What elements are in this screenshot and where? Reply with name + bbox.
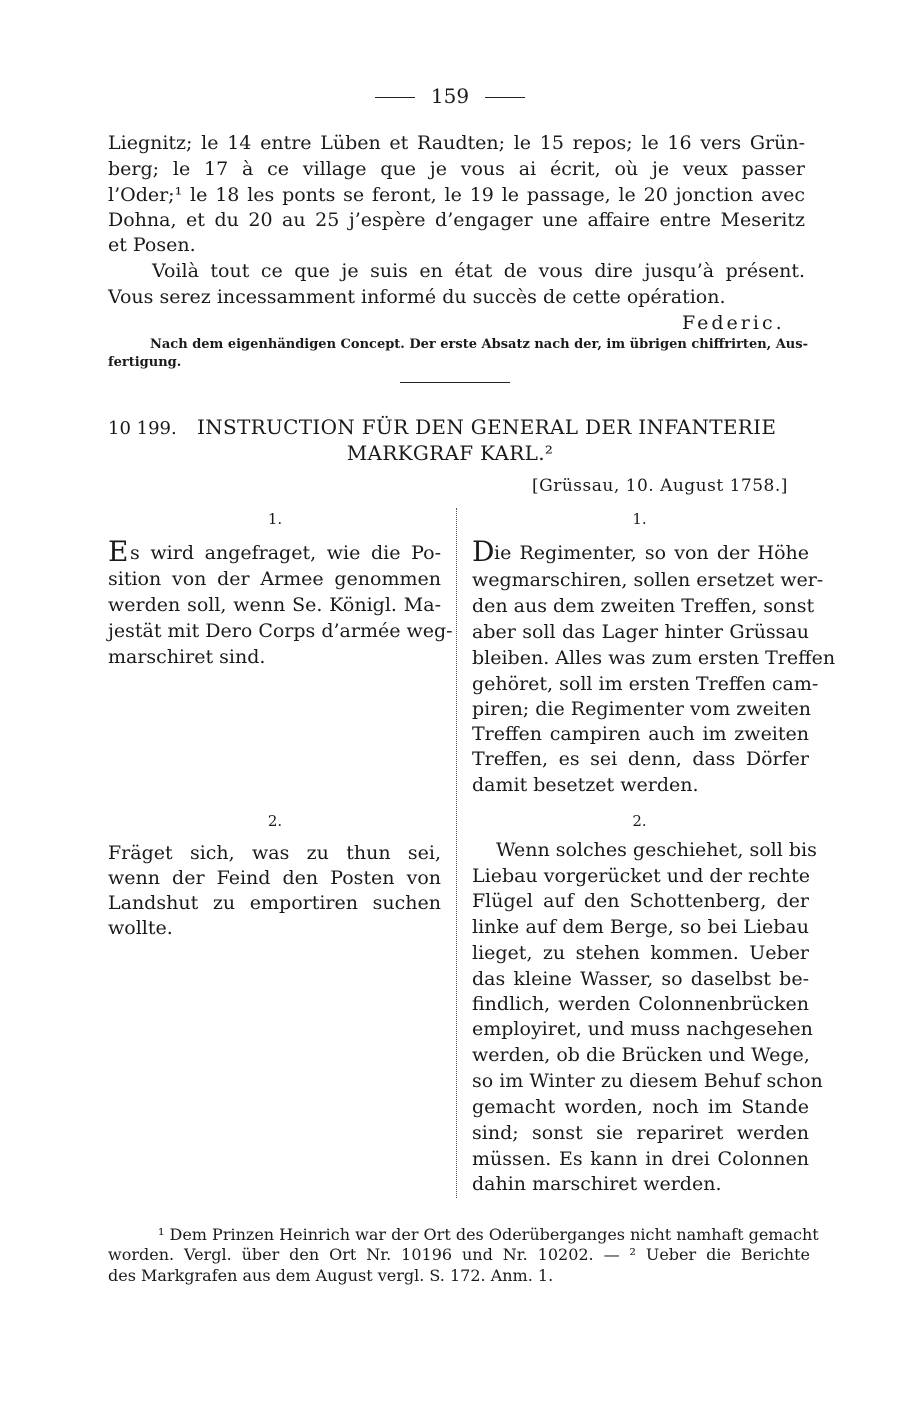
letter-line: l’Oder;¹ le 18 les ponts se feront, le 19 le passage, le 20 jonction avec <box>108 184 805 206</box>
page-number: 159 <box>430 84 470 108</box>
left-line: werden soll, wenn Se. Königl. Ma- <box>108 594 441 616</box>
right-line: piren; die Regimenter vom zweiten <box>472 698 811 720</box>
closing-line: Vous serez incessamment informé du succès de cette opération. <box>108 286 726 308</box>
letter-line: et Posen. <box>108 234 196 256</box>
right-line: linke auf dem Berge, so bei Liebau <box>472 916 809 938</box>
document-number: 10 199. <box>108 418 177 439</box>
right-line: gehöret, soll im ersten Treffen cam- <box>472 673 819 695</box>
right-line: Treffen campiren auch im zweiten <box>472 723 809 745</box>
right-line: lieget, zu stehen kommen. Ueber <box>472 942 809 964</box>
section-divider <box>400 382 510 383</box>
right-line: den aus dem zweiten Treffen, sonst <box>472 595 815 617</box>
footnote-line: worden. Vergl. über den Ort Nr. 10196 und Nr. 10202. — ² Ueber die Berichte <box>108 1245 810 1264</box>
left-line: sition von der Armee genommen <box>108 568 441 590</box>
source-note-line: fertigung. <box>108 355 182 370</box>
right-line: Liebau vorgerücket und der rechte <box>472 865 811 887</box>
left-line: Landshut zu emportiren suchen <box>108 892 441 914</box>
header-dash-left <box>375 97 415 98</box>
running-header <box>0 84 900 108</box>
letter-line: berg; le 17 à ce village que je vous ai écrit, où je veux passer <box>108 158 805 180</box>
right-section-number: 1. <box>632 510 647 528</box>
right-line: müssen. Es kann in drei Colonnen <box>472 1148 809 1170</box>
footnote-line: des Markgrafen aus dem August vergl. S. 172. Anm. 1. <box>108 1266 554 1285</box>
left-dropcap: E <box>108 535 129 568</box>
document-title: INSTRUCTION FÜR DEN GENERAL DER INFANTERIE <box>197 415 777 439</box>
left-section-number: 1. <box>267 510 283 528</box>
footnote-line: ¹ Dem Prinzen Heinrich war der Ort des Oderüberganges nicht namhaft gemacht <box>158 1225 819 1244</box>
right-line: sind; sonst sie repariret werden <box>472 1122 809 1144</box>
right-line: damit besetzet werden. <box>472 774 699 796</box>
right-line: gemacht worden, noch im Stande <box>472 1096 809 1118</box>
right-line: findlich, werden Colonnenbrücken <box>472 993 809 1015</box>
left-line: wenn der Feind den Posten von <box>108 867 441 889</box>
signature: Federic. <box>682 312 785 334</box>
left-line: marschiret sind. <box>108 646 266 668</box>
header-dash-right <box>485 97 525 98</box>
closing-line: Voilà tout ce que je suis en état de vous dire jusqu’à présent. <box>152 260 805 282</box>
left-line: Fräget sich, was zu thun sei, <box>108 842 441 864</box>
right-line: bleiben. Alles was zum ersten Treffen <box>472 647 836 669</box>
left-line: jestät mit Dero Corps d’armée weg- <box>108 620 453 642</box>
letter-line: Liegnitz; le 14 entre Lüben et Raudten; le 15 repos; le 16 vers Grün- <box>108 132 805 154</box>
right-line: Wenn solches geschiehet, soll bis <box>496 839 817 861</box>
right-line: das kleine Wasser, so daselbst be- <box>472 968 809 990</box>
document-title-line2: MARKGRAF KARL.² <box>346 441 554 465</box>
right-section-number: 2. <box>632 812 647 830</box>
place-date: [Grüssau, 10. August 1758.] <box>532 476 788 496</box>
source-note-line: Nach dem eigenhändigen Concept. Der erste Absatz nach der, im übrigen chiffrirten, Aus- <box>150 337 808 352</box>
right-line: dahin marschiret werden. <box>472 1173 722 1195</box>
right-line: Flügel auf den Schottenberg, der <box>472 890 809 912</box>
right-line: employiret, und muss nachgesehen <box>472 1018 813 1040</box>
left-line: s wird angefraget, wie die Po- <box>130 542 441 564</box>
right-line: aber soll das Lager hinter Grüssau <box>472 621 809 643</box>
right-line: Treffen, es sei denn, dass Dörfer <box>472 748 809 770</box>
right-dropcap: D <box>472 535 495 568</box>
column-divider <box>456 508 457 1198</box>
left-section-number: 2. <box>267 812 283 830</box>
right-line: so im Winter zu diesem Behuf schon <box>472 1070 823 1092</box>
left-line: wollte. <box>108 917 173 939</box>
right-line: ie Regimenter, so von der Höhe <box>494 542 809 564</box>
right-line: wegmarschiren, sollen ersetzet wer- <box>472 569 824 591</box>
right-line: werden, ob die Brücken und Wege, <box>472 1044 810 1066</box>
letter-line: Dohna, et du 20 au 25 j’espère d’engager une affaire entre Meseritz <box>108 209 805 231</box>
